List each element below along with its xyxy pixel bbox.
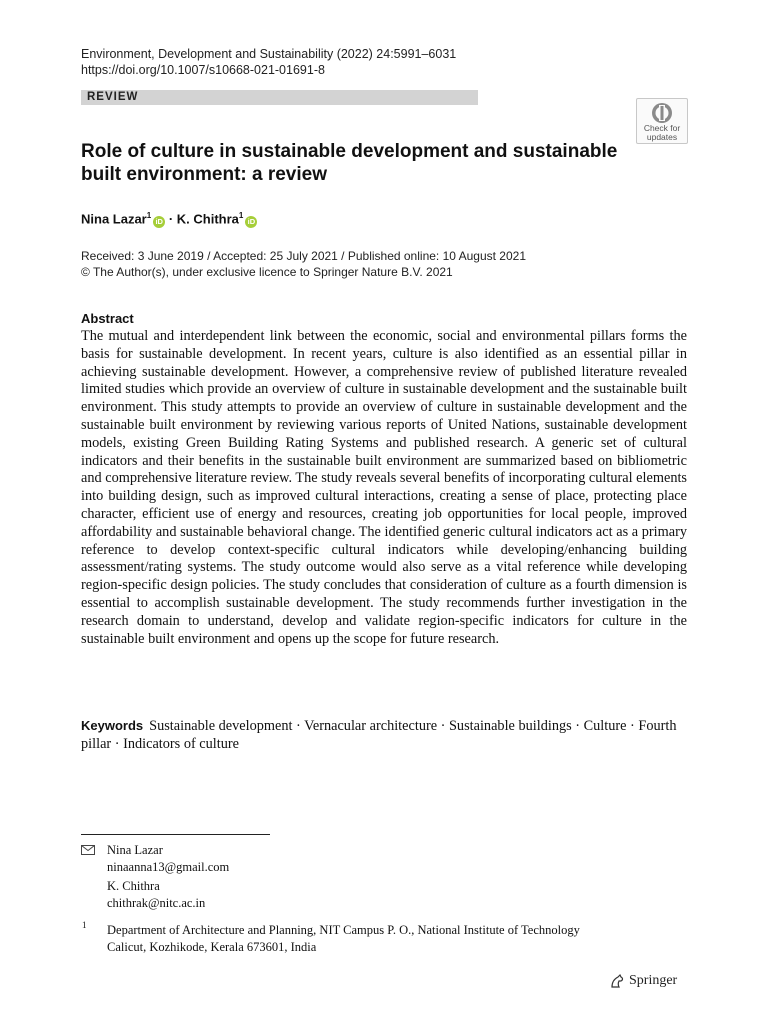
orcid-icon[interactable]: iD <box>245 216 257 228</box>
article-title: Role of culture in sustainable development and sustainable built environment: a review <box>81 141 618 185</box>
contact-name: Nina Lazar <box>107 843 163 857</box>
author-affiliation-sup: 1 <box>238 211 244 220</box>
section-label: REVIEW <box>87 91 139 103</box>
affiliation-number: 1 <box>82 920 87 930</box>
keywords-section <box>81 717 687 753</box>
keywords-label: Keywords <box>81 718 144 733</box>
author-name[interactable]: K. Chithra <box>176 211 239 227</box>
publisher-logo <box>609 973 677 989</box>
check-for-updates-badge[interactable] <box>636 98 688 144</box>
abstract-heading: Abstract <box>81 311 134 326</box>
contact-name: K. Chithra <box>107 879 160 893</box>
dates-line: Received: 3 June 2019 / Accepted: 25 July 2021 / Published online: 10 August 2021 <box>81 249 526 263</box>
journal-citation <box>81 46 456 78</box>
publication-history <box>81 249 526 280</box>
abstract-text: The mutual and interdependent link between the economic, social and environmental pillars forms the basis for sustainable development. In recent years, culture is also identified as an essential pillar in achieving sustainable development. However, a comprehensive review of published literature revealed limited studies which provide an overview of culture in sustainable development and the sustainable built environment. This study attempts to provide an overview of culture in sustainable development and the sustainable built environment by reviewing various reports of United Nations, sustainable development models, existing Green Building Rating Systems and published research. A generic set of cultural indicators and their benefits in the sustainable built environment are summarized based on bibliometric and comprehensive literature review. The study reveals several benefits of incorporating cultural elements into building design, such as improved cultural interactions, creating a sense of place, protecting place character, efficient use of energy and resources, creating job opportunities for local people, improved affordability and sustainable behavioral change. The identified generic cultural indicators act as a primary reference to develop context-specific cultural indicators while developing/enhancing building assessment/rating systems. The study outcome would also serve as a vital reference while developing region-specific design policies. The study concludes that consideration of culture as a fourth dimension is essential to accomplish sustainable development. The study recommends further investigation in the research domain to understand, develop and validate region-specific indicators for culture in the sustainable built environment and opens up the scope for future research. <box>81 328 687 647</box>
author-contact <box>107 878 205 912</box>
footnote-divider <box>81 834 270 835</box>
keywords-text: Sustainable development · Vernacular architecture · Sustainable buildings · Culture · Fourth pillar · Indicators of culture <box>81 718 677 752</box>
license-line: © The Author(s), under exclusive licence to Springer Nature B.V. 2021 <box>81 264 453 279</box>
affiliation <box>107 922 667 956</box>
author-affiliation-sup: 1 <box>146 211 152 220</box>
author-name[interactable]: Nina Lazar <box>81 211 147 227</box>
check-for-updates-icon <box>650 102 674 124</box>
affiliation-line: Department of Architecture and Planning, NIT Campus P. O., National Institute of Technology <box>107 923 580 937</box>
springer-horse-icon <box>609 973 625 989</box>
orcid-icon[interactable]: iD <box>153 216 165 228</box>
envelope-icon <box>81 845 95 855</box>
section-label-bar <box>81 90 478 105</box>
badge-line2: updates <box>646 131 678 142</box>
affiliation-line: Calicut, Kozhikode, Kerala 673601, India <box>107 940 317 954</box>
journal-line: Environment, Development and Sustainability (2022) 24:5991–6031 <box>81 47 457 61</box>
contact-email[interactable]: ninaanna13@gmail.com <box>107 860 230 874</box>
badge-line1: Check for <box>643 123 681 133</box>
doi-link[interactable]: https://doi.org/10.1007/s10668-021-01691-8 <box>81 63 325 77</box>
author-list <box>81 208 257 228</box>
author-separator: · <box>168 211 174 227</box>
contact-email[interactable]: chithrak@nitc.ac.in <box>107 896 206 910</box>
publisher-name: Springer <box>629 973 678 988</box>
corresponding-author-contact <box>107 842 229 876</box>
